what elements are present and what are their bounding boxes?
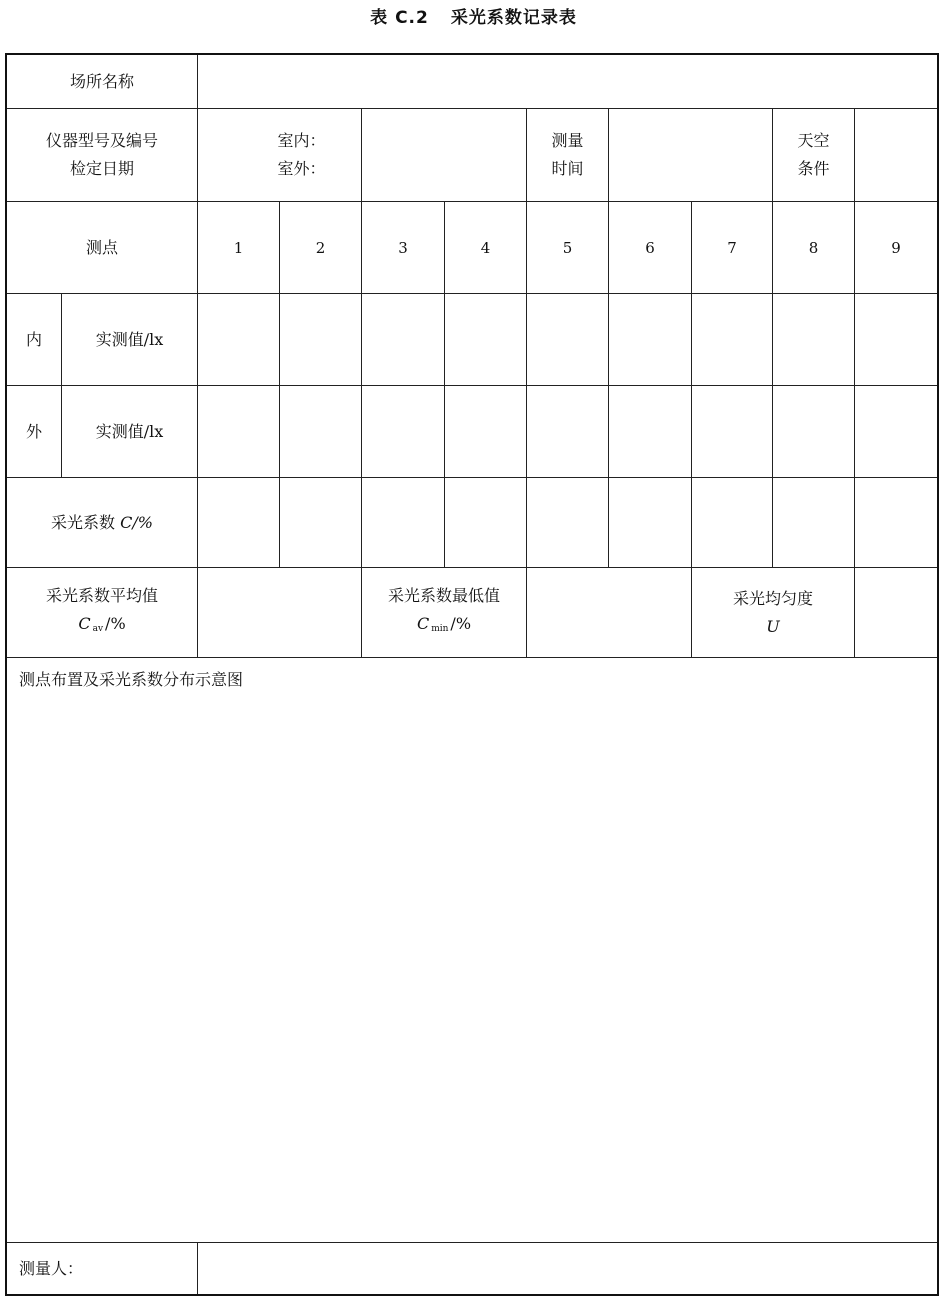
point-number: 5 — [562, 238, 573, 257]
uniformity-field[interactable] — [855, 568, 937, 657]
point-number: 8 — [808, 238, 819, 257]
point-number: 1 — [233, 238, 244, 257]
sky-condition-label: 天空 条件 — [797, 131, 830, 178]
diagram-label: 测点布置及采光系数分布示意图 — [19, 670, 244, 689]
daylight-factor-label: 采光系数 C/% — [51, 512, 153, 532]
minimum-label: 采光系数最低值 C $_{min}$ /% — [387, 586, 500, 634]
point-number: 7 — [727, 238, 737, 257]
instrument-field[interactable] — [362, 109, 526, 201]
surveyor-label: 测量人： — [19, 1258, 84, 1278]
average-field[interactable] — [198, 568, 361, 657]
inner-label: 内 — [25, 329, 42, 349]
outer-label: 外 — [25, 421, 42, 441]
surveyor-field[interactable] — [198, 1243, 937, 1294]
point-header-label: 测点 — [85, 237, 118, 257]
inner-measured-label: 实测值/lx — [95, 329, 164, 349]
measure-time-label: 测量 时间 — [551, 131, 584, 178]
point-number: 3 — [398, 238, 408, 257]
table-title: 采光系数记录表 — [450, 8, 577, 28]
average-label: 采光系数平均值 C $_{av}$ /% — [45, 586, 158, 634]
indoor-outdoor-label: 室内： 室外： — [277, 131, 326, 178]
uniformity-label: 采光均匀度 U — [732, 588, 813, 636]
point-number: 6 — [645, 238, 655, 257]
table-caption — [0, 3, 947, 28]
distribution-diagram-area[interactable] — [7, 658, 937, 1242]
outer-measured-label: 实测值/lx — [95, 421, 164, 441]
sky-condition-field[interactable] — [855, 109, 937, 201]
venue-name-field[interactable] — [198, 55, 937, 108]
instrument-label: 仪器型号及编号 检定日期 — [45, 131, 158, 178]
measure-time-field[interactable] — [609, 109, 772, 201]
venue-name-label: 场所名称 — [69, 71, 134, 91]
point-number: 4 — [480, 238, 491, 257]
point-number: 2 — [315, 238, 326, 257]
record-form — [5, 53, 939, 1296]
point-number: 9 — [891, 238, 901, 257]
minimum-field[interactable] — [527, 568, 691, 657]
table-number: 表 C.2 — [370, 8, 429, 28]
